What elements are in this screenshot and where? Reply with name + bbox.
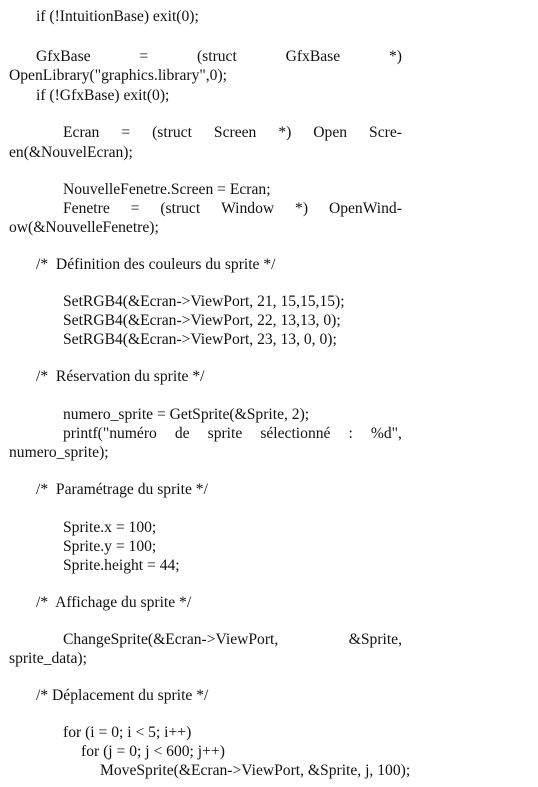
code-word: printf("numéro — [63, 425, 157, 442]
code-comment: /* Paramétrage du sprite */ — [36, 481, 208, 498]
code-word: *) — [388, 48, 402, 65]
code-line-justified — [63, 123, 402, 143]
code-word: = — [130, 200, 140, 217]
code-word: GfxBase — [285, 48, 341, 65]
code-word: sélectionné — [260, 425, 331, 442]
code-line: Sprite.x = 100; — [63, 519, 157, 536]
code-word: Fenetre — [63, 200, 110, 217]
code-line: for (j = 0; j < 600; j++) — [81, 743, 225, 760]
code-line-justified — [36, 47, 402, 67]
code-word: (struct — [152, 124, 192, 141]
code-comment: /* Réservation du sprite */ — [36, 368, 205, 385]
code-line: MoveSprite(&Ecran->ViewPort, &Sprite, j, 100); — [100, 762, 411, 779]
code-word: (struct — [196, 48, 237, 65]
code-word: Open — [313, 124, 348, 141]
code-word: &Sprite, — [348, 631, 402, 648]
code-comment: /* Définition des couleurs du sprite */ — [36, 256, 276, 273]
code-line: SetRGB4(&Ecran->ViewPort, 22, 13,13, 0); — [63, 312, 341, 329]
code-word: de — [174, 425, 190, 442]
code-line-justified — [63, 199, 402, 219]
code-word: sprite — [207, 425, 243, 442]
code-line: ow(&NouvelleFenetre); — [9, 219, 159, 236]
code-line: SetRGB4(&Ecran->ViewPort, 23, 13, 0, 0); — [63, 331, 337, 348]
code-line-justified — [63, 424, 402, 444]
code-word: (struct — [160, 200, 201, 217]
code-comment: /* Affichage du sprite */ — [36, 594, 192, 611]
code-word: = — [121, 124, 131, 141]
code-word: *) — [278, 124, 292, 141]
code-line: for (i = 0; i < 5; i++) — [63, 724, 192, 741]
code-word: Window — [221, 200, 275, 217]
code-line: Sprite.height = 44; — [63, 557, 180, 574]
code-word: %d", — [370, 425, 402, 442]
code-line: Sprite.y = 100; — [63, 538, 157, 555]
code-line: SetRGB4(&Ecran->ViewPort, 21, 15,15,15); — [63, 293, 345, 310]
code-line: en(&NouvelEcran); — [9, 144, 133, 161]
code-word: Scre- — [369, 124, 402, 141]
code-line: OpenLibrary("graphics.library",0); — [9, 67, 227, 84]
code-word: ChangeSprite(&Ecran->ViewPort, — [63, 631, 279, 648]
code-word: OpenWind- — [328, 200, 402, 217]
code-word: GfxBase — [36, 48, 91, 65]
code-line: numero_sprite = GetSprite(&Sprite, 2); — [63, 406, 310, 423]
code-line: sprite_data); — [9, 650, 87, 667]
code-line: numero_sprite); — [9, 444, 109, 461]
code-word: Screen — [213, 124, 257, 141]
code-line: NouvelleFenetre.Screen = Ecran; — [63, 181, 271, 198]
code-word: *) — [295, 200, 309, 217]
code-comment: /* Déplacement du sprite */ — [36, 687, 209, 704]
code-line: if (!IntuitionBase) exit(0); — [36, 8, 199, 25]
code-line: if (!GfxBase) exit(0); — [36, 87, 170, 104]
code-word: = — [139, 48, 149, 65]
code-line-justified — [63, 630, 402, 650]
code-word: Ecran — [63, 124, 100, 141]
code-word: : — [348, 425, 353, 442]
